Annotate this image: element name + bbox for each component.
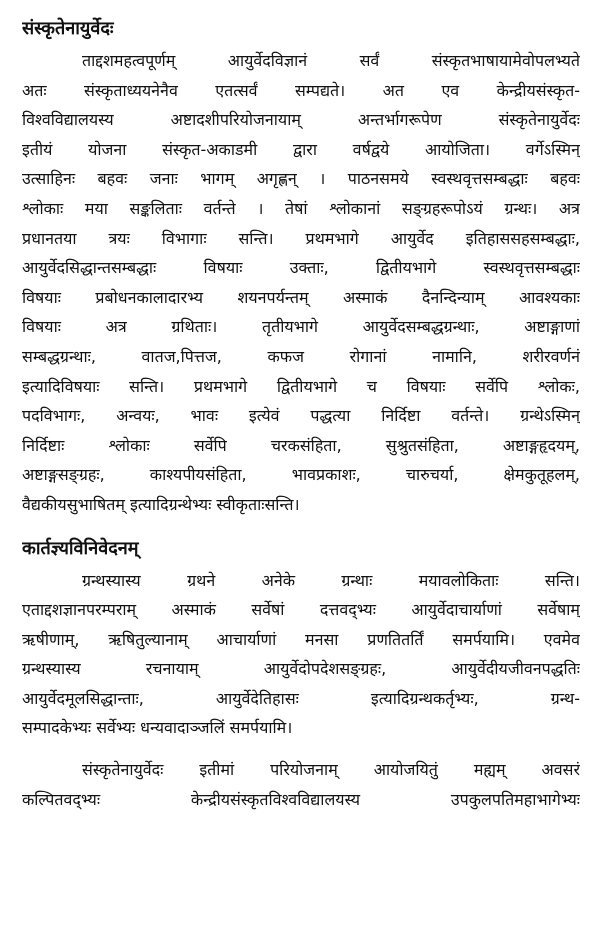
text-line: इतीयं योजना संस्कृत-अकाडमी द्वारा वर्षद्वये आयोजिता। वर्गेऽस्मिन् [22,139,580,159]
text-line: श्लोकाः मया सङ्कलिताः वर्तन्ते । तेषां श्लोकानां सङ्ग्रहरूपोऽयं ग्रन्थः। अत्र [22,198,580,218]
text-line: एताद्दशज्ञानपरम्पराम् अस्माकं सर्वेषां दत्तवद्भ्यः आयुर्वेदाचार्याणां सर्वेषाम् [22,600,580,620]
text-line: ताद्दशमहत्वपूर्णम् आयुर्वेदविज्ञानं सर्वं संस्कृतभाषायामेवोपलभ्यते [82,51,580,70]
text-line: संस्कृतेनायुर्वेदः इतीमां परियोजनाम् आयोजयितुं मह्यम् अवसरं [82,760,580,780]
section-heading-acknowledgement: कार्तज्ञ्यविनिवेदनम् [22,537,139,559]
text-line: विषयाः प्रबोधनकालादारभ्य शयनपर्यन्तम् अस्माकं दैनन्दिन्याम् आवश्यकाः [22,287,580,307]
paragraph-thanks-university [22,755,580,814]
text-line: ग्रन्थस्यास्य ग्रथने अनेके ग्रन्थाः मयावलोकिताः सन्ति। [82,570,580,590]
text-line: विश्वविद्यालयस्य अष्टादशीपरियोजनायाम् अन्तर्भागरूपेण संस्कृतेनायुर्वेदः [22,110,580,130]
text-line: विषयाः अत्र ग्रथिताः। तृतीयभागे आयुर्वेदसम्बद्धग्रन्थाः, अष्टाङ्गाणां [22,317,580,337]
text-line: पदविभागः, अन्वयः, भावः इत्येवं पद्धत्या निर्दिष्टा वर्तन्ते। ग्रन्थेऽस्मिन् [22,406,580,426]
text-line: कल्पितवद्भ्यः केन्द्रीयसंस्कृतविश्वविद्यालयस्य उपकुलपतिमहाभागेभ्यः [22,789,580,809]
paragraph-introduction [22,46,580,520]
text-line: सम्बद्धग्रन्थाः, वातज,पित्तज, कफज रोगानां नामानि, शरीरवर्णनं [22,346,580,366]
text-line: आयुर्वेदसिद्धान्तसम्बद्धाः विषयाः उक्ताः, द्वितीयभागे स्वस्थवृत्तसम्बद्धाः [22,258,580,278]
paragraph-acknowledgement [22,566,580,744]
text-line: सम्पादकेभ्यः सर्वेभ्यः धन्यवादाञ्जलिं समर्पयामि। [22,718,293,738]
text-line: ऋषीणाम्, ऋषितुल्यानाम् आचार्याणां मनसा प्रणतितर्तिं समर्पयामि। एवमेव [22,629,580,649]
text-line: वैद्यकीयसुभाषितम् इत्यादिग्रन्थेभ्यः स्वीकृताःसन्ति। [22,494,300,514]
text-line: अतः संस्कृताध्ययनेनैव एतत्सर्वं सम्पद्यते। अत एव केन्द्रीयसंस्कृत- [22,80,580,100]
text-line: अष्टाङ्गसङ्ग्रहः, काश्यपीयसंहिता, भावप्रकाशः, चारुचर्या, क्षेमकुतूहलम्, [22,465,580,485]
text-line: आयुर्वेदमूलसिद्धान्ताः, आयुर्वेदेतिहासः इत्यादिग्रन्थकर्तृभ्यः, ग्रन्थ- [22,688,580,708]
document-page [22,14,580,814]
text-line: उत्साहिनः बहवः जनाः भागम् अगृह्णन् । पाठनसमये स्वस्थवृत्तसम्बद्धाः बहवः [22,169,580,189]
text-line: निर्दिष्टाः श्लोकाः सर्वेपि चरकसंहिता, सुश्रुतसंहिता, अष्टाङ्गहृदयम्, [22,435,580,455]
text-line: प्रधानतया त्रयः विभागाः सन्ति। प्रथमभागे आयुर्वेद इतिहाससहसम्बद्धाः, [22,228,580,248]
section-heading-sanskritena-ayurveda: संस्कृतेनायुर्वेदः [22,18,114,39]
text-line: इत्यादिविषयाः सन्ति। प्रथमभागे द्वितीयभागे च विषयाः सर्वेपि श्लोकः, [22,376,580,396]
text-line: ग्रन्थस्यास्य रचनायाम् आयुर्वेदोपदेशसङ्ग्रहः, आयुर्वेदीयजीवनपद्धतिः [22,659,580,679]
